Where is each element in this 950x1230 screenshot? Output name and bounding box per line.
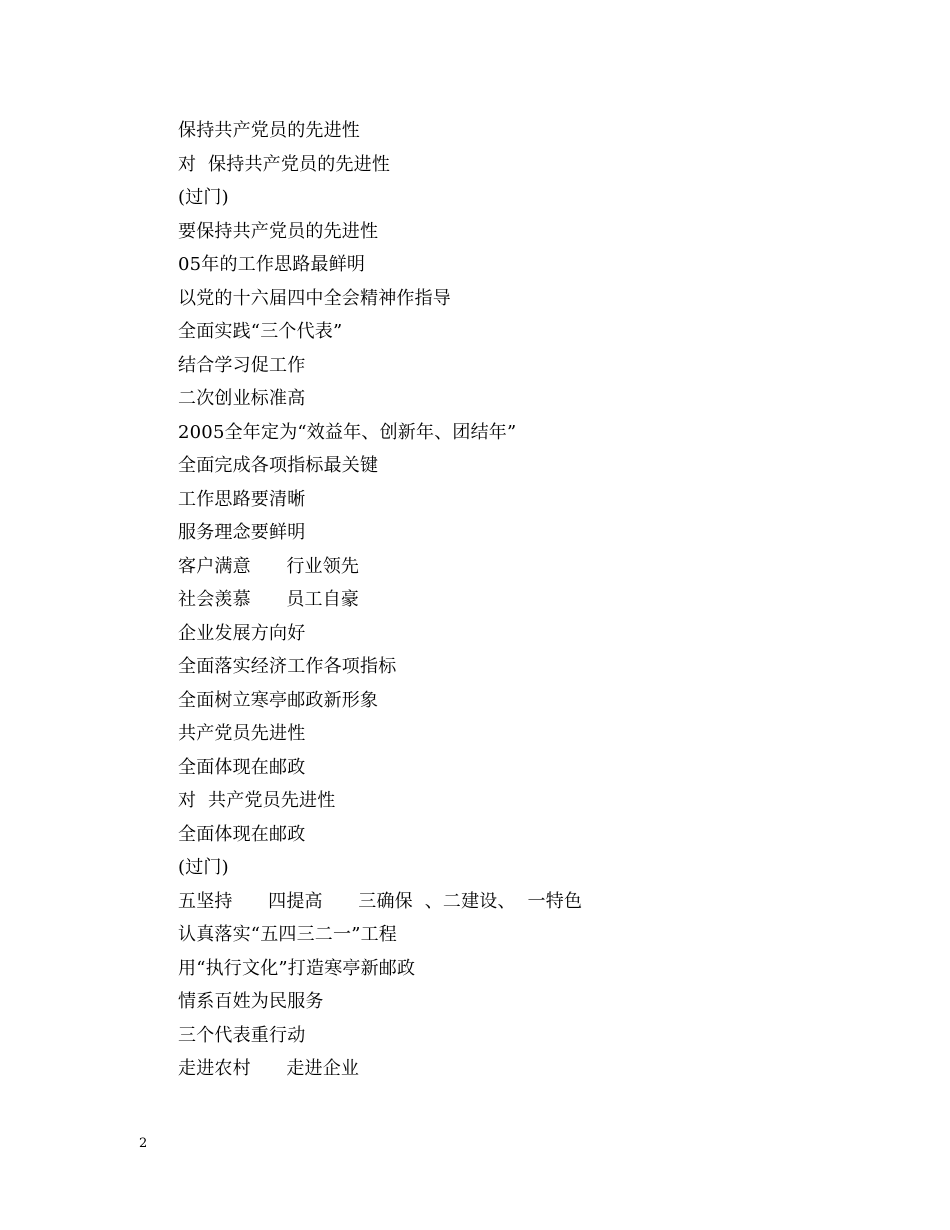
text-line: 服务理念要鲜明 [178, 522, 306, 543]
text-line: 05年的工作思路最鲜明 [178, 254, 366, 275]
text-line: 全面落实经济工作各项指标 [178, 656, 397, 677]
text-line: 全面体现在邮政 [178, 756, 306, 778]
lyrics-text-block [178, 114, 828, 1086]
text-line: 客户满意 行业领先 [178, 555, 360, 577]
text-line: 情系百姓为民服务 [178, 991, 324, 1012]
text-line: 走进农村 走进企业 [178, 1058, 360, 1079]
text-line: 全面体现在邮政 [178, 823, 306, 845]
text-line: 二次创业标准高 [178, 388, 306, 409]
text-line: 保持共产党员的先进性 [178, 120, 360, 141]
text-line: 2005全年定为“效益年、创新年、团结年” [178, 421, 517, 443]
text-line: 三个代表重行动 [178, 1024, 306, 1046]
text-line: 以党的十六届四中全会精神作指导 [178, 287, 451, 309]
text-line: 全面完成各项指标最关键 [178, 455, 379, 476]
text-line: (过门) [178, 187, 229, 208]
text-line: 认真落实“五四三二一”工程 [178, 924, 398, 945]
text-line: 用“执行文化”打造寒亭新邮政 [178, 957, 416, 979]
text-line: 五坚持 四提高 三确保 、二建设、 一特色 [178, 890, 583, 912]
text-line: 企业发展方向好 [178, 622, 306, 644]
text-line: 全面实践“三个代表” [178, 321, 343, 342]
text-line: 要保持共产党员的先进性 [178, 220, 379, 242]
page-number: 2 [139, 1136, 148, 1151]
text-line: 结合学习促工作 [178, 354, 306, 376]
text-line: 对 保持共产党员的先进性 [178, 153, 391, 175]
text-line: (过门) [178, 857, 229, 878]
text-line: 全面树立寒亭邮政新形象 [178, 689, 379, 711]
text-line: 社会羡慕 员工自豪 [178, 589, 360, 610]
text-line: 共产党员先进性 [178, 723, 306, 744]
text-line: 工作思路要清晰 [178, 488, 306, 510]
text-line: 对 共产党员先进性 [178, 790, 336, 811]
